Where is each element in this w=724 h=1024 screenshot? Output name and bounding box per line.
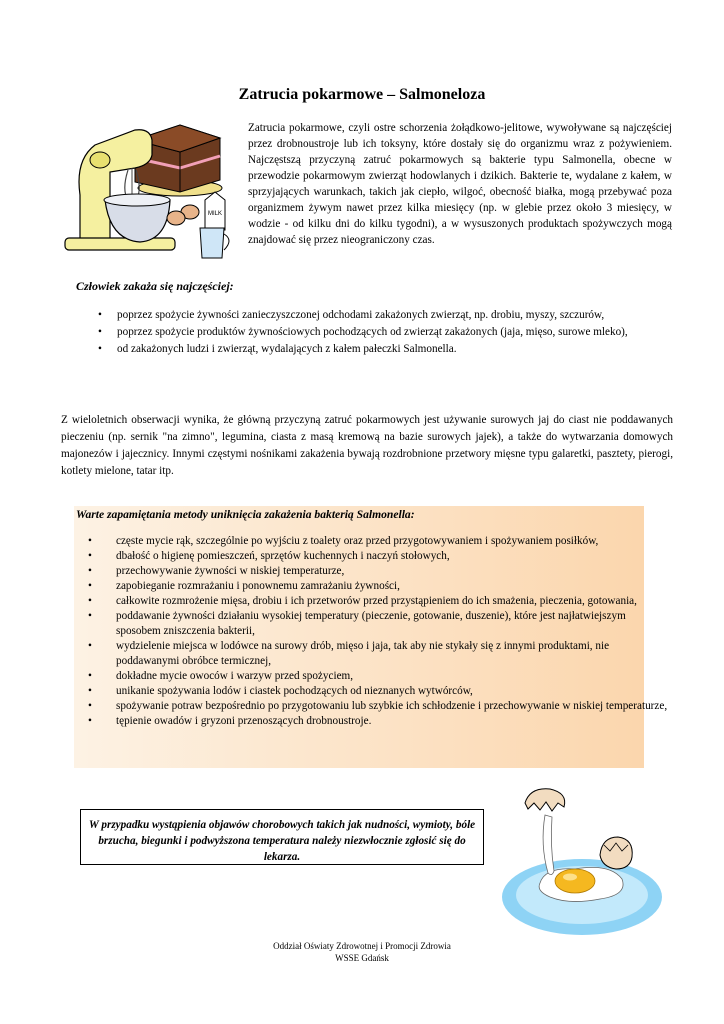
list-item: • poprzez spożycie żywności zanieczyszczonej odchodami zakażonych zwierząt, np. drobiu, myszy, szczurów,: [98, 307, 698, 324]
eggs-icon: [167, 205, 199, 225]
svg-text:MILK: MILK: [208, 211, 223, 217]
prevention-heading: Warte zapamiętania metody uniknięcia zakażenia bakterią Salmonella:: [76, 508, 415, 521]
observation-paragraph: Z wieloletnich obserwacji wynika, że główną przyczyną zatruć pokarmowych jest używanie surowych jaj do ciast nie poddawanych pieczeniu (np. sernik "na zimno", legumina, ciasta z masą kremową na bazie surowych jajek), a także do wytwarzania domowych majonezów i jajecznicy. Innymi częstymi nośnikami zakażenia bywają rozdrobnione przetwory mięsne typu galaretki, pasztety, pierogi, kotlety mielone, tatar itp.: [61, 414, 673, 477]
infection-list: [98, 307, 698, 358]
page-title: Zatrucia pokarmowe – Salmoneloza: [238, 86, 486, 103]
cracked-egg-illustration: [500, 785, 665, 940]
infection-heading: Człowiek zakaża się najczęściej:: [76, 279, 234, 293]
intro-paragraph: Zatrucia pokarmowe, czyli ostre schorzenia żołądkowo-jelitowe, wywoływane są najczęściej przez drobnoustroje lub ich toksyny, które dostały się do organizmu wraz z pożywieniem. Najczęstszą przyczyną zatruć pokarmowych są bakterie typu Salmonella, obecne w przewodzie pokarmowym zwierząt hodowlanych i dzikich. Bakterie te, wydalane z kałem, w sprzyjających warunkach, takich jak ciepło, wilgoć, obecność białka, mogą przebywać poza organizmem żywym nawet przez kilka miesięcy (np. w glebie przez około 3 miesięcy, w wodzie - od kilku dni do kilku tygodni), a w wysuszonych produktach spożywczych mogą znajdować się przez nieograniczony czas.: [248, 122, 672, 246]
list-item: • całkowite rozmrożenie mięsa, drobiu i ich przetworów przed przystąpieniem do ich smażenia, pieczenia, gotowania,: [88, 594, 673, 609]
list-item: • częste mycie rąk, szczególnie po wyjściu z toalety oraz przed przygotowywaniem i spożywaniem posiłków,: [88, 534, 673, 549]
list-item: • unikanie spożywania lodów i ciastek pochodzących od nieznanych wytwórców,: [88, 684, 673, 699]
list-item: • dokładne mycie owoców i warzyw przed spożyciem,: [88, 669, 673, 684]
list-item: • przechowywanie żywności w niskiej temperaturze,: [88, 564, 673, 579]
list-item: • dbałość o higienę pomieszczeń, sprzętów kuchennych i naczyń stołowych,: [88, 549, 673, 564]
kitchen-mixer-illustration: [40, 100, 245, 265]
footer: [0, 940, 724, 964]
footer-organization: Oddział Oświaty Zdrowotnej i Promocji Zdrowia: [273, 941, 451, 951]
measuring-cup-icon: [200, 228, 229, 258]
prevention-list: [88, 534, 673, 729]
list-item: • poprzez spożycie produktów żywnościowych pochodzących od zwierząt zakażonych (jaja, mięso, surowe mleko),: [98, 324, 698, 341]
milk-carton-icon: [205, 192, 225, 230]
list-item: • zapobieganie rozmrażaniu i ponownemu zamrażaniu żywności,: [88, 579, 673, 594]
list-item: • tępienie owadów i gryzoni przenoszących drobnoustroje.: [88, 714, 673, 729]
list-item: • spożywanie potraw bezpośrednio po przygotowaniu lub szybkie ich schłodzenie i przechowywanie w niskiej temperaturze,: [88, 699, 673, 714]
footer-institution: WSSE Gdańsk: [335, 953, 389, 963]
warning-box: W przypadku wystąpienia objawów chorobowych takich jak nudności, wymioty, bóle brzucha, biegunki i podwyższona temperatura należy niezwłocznie zgłosić się do lekarza.: [80, 809, 484, 865]
list-item: • od zakażonych ludzi i zwierząt, wydalających z kałem pałeczki Salmonella.: [98, 341, 698, 358]
list-item: • poddawanie żywności działaniu wysokiej temperatury (pieczenie, gotowanie, duszenie), które jest najłatwiejszym sposobem zniszczenia bakterii,: [88, 609, 673, 639]
list-item: • wydzielenie miejsca w lodówce na surowy drób, mięso i jaja, tak aby nie stykały się z innymi produktami, nie poddawanymi obróbce termicznej,: [88, 639, 673, 669]
